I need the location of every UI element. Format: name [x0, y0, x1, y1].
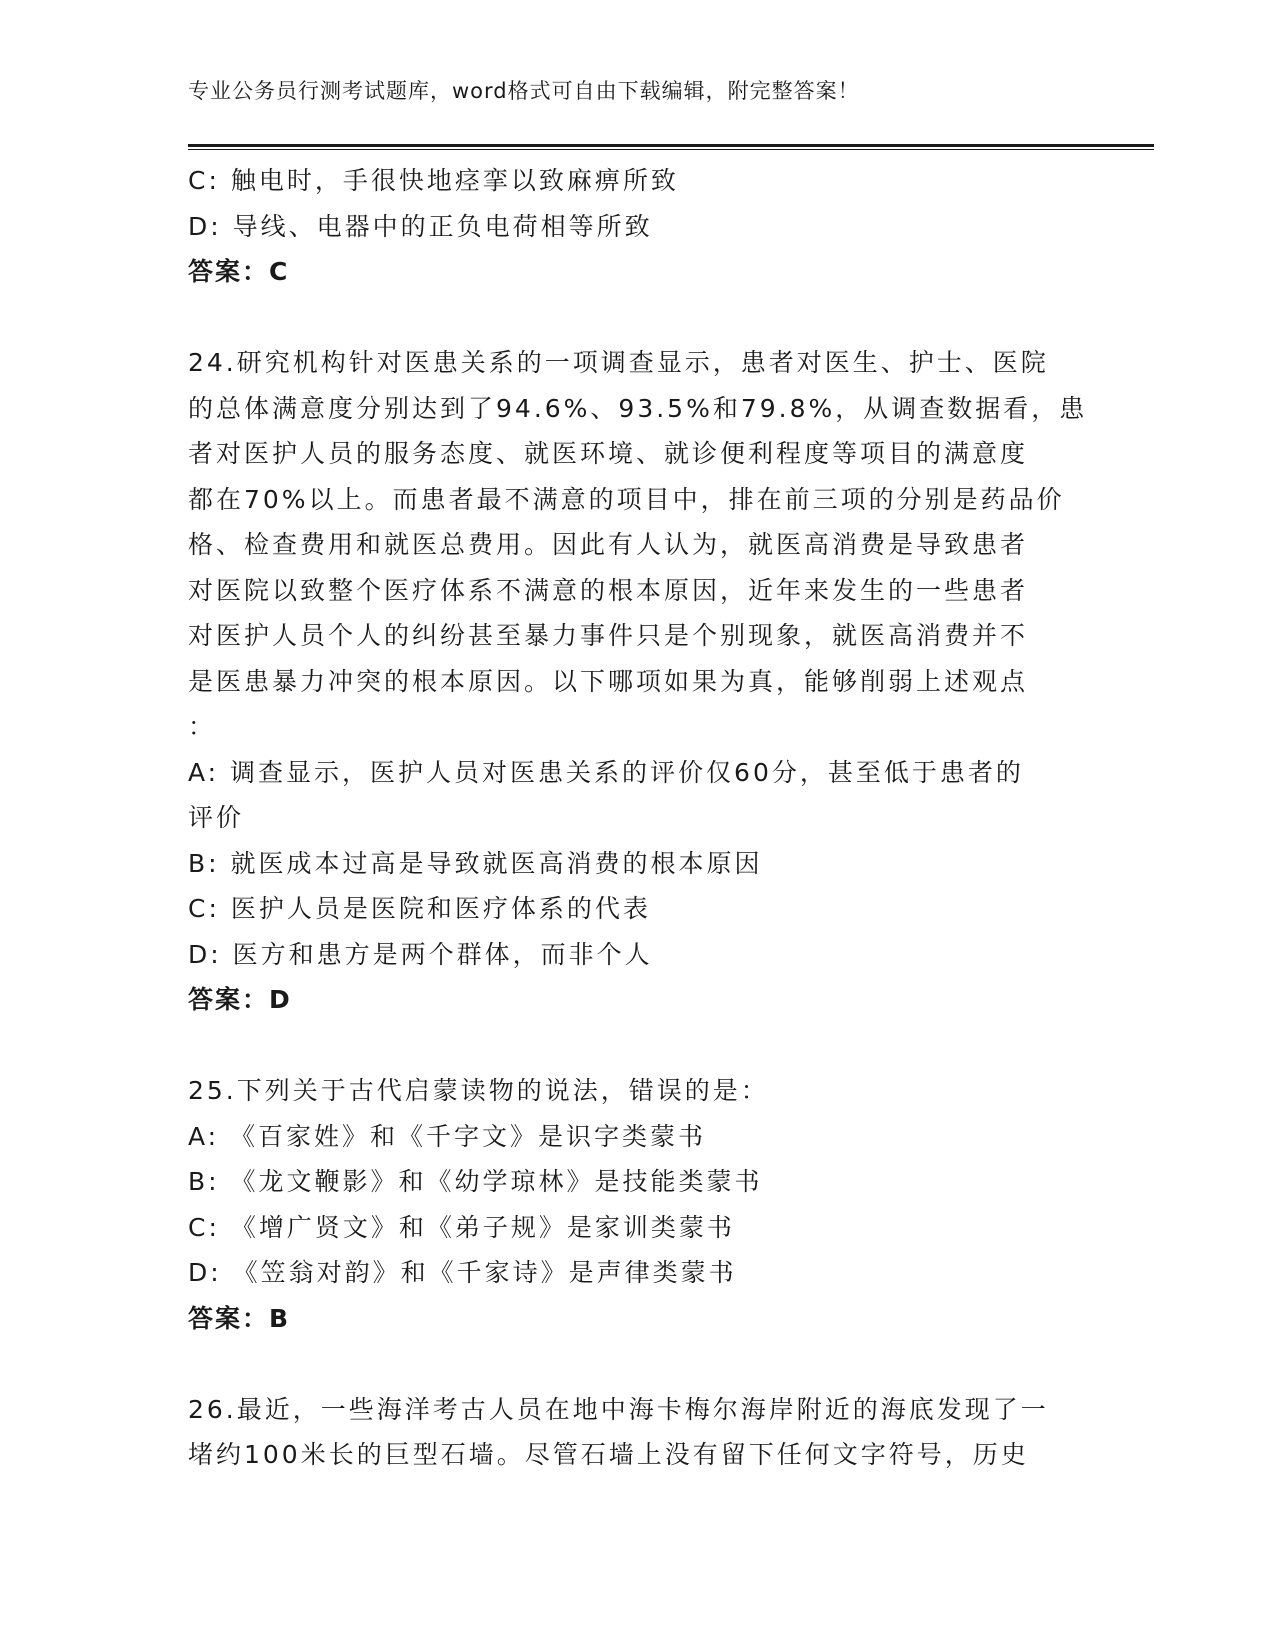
stem-line: 都在70%以上。而患者最不满意的项目中，排在前三项的分别是药品价 [188, 484, 1065, 514]
document-body [188, 158, 1088, 1478]
stem-line: 24.研究机构针对医患关系的一项调查显示，患者对医生、护士、医院 [188, 348, 1049, 377]
option-a-continued: 评价 [188, 803, 245, 832]
option-b: B: 就医成本过高是导致就医高消费的根本原因 [188, 848, 763, 878]
answer-label: 答案：D [188, 985, 292, 1014]
page-header: 专业公务员行测考试题库，word格式可自由下载编辑，附完整答案！ [188, 79, 860, 103]
header-divider [188, 144, 1154, 150]
stem-line: 堵约100米长的巨型石墙。尽管石墙上没有留下任何文字符号，历史 [188, 1440, 1029, 1469]
stem-line: 是医患暴力冲突的根本原因。以下哪项如果为真，能够削弱上述观点 [188, 666, 1029, 696]
stem-line: 格、检查费用和就医总费用。因此有人认为，就医高消费是导致患者 [188, 530, 1029, 559]
option-c: C: 《增广贤文》和《弟子规》是家训类蒙书 [188, 1212, 735, 1242]
option-d: D: 导线、电器中的正负电荷相等所致 [188, 211, 653, 241]
option-b: B: 《龙文鞭影》和《幼学琼林》是技能类蒙书 [188, 1167, 763, 1196]
question-26 [188, 1387, 1088, 1478]
spacer [188, 1341, 1088, 1387]
question-24 [188, 340, 1088, 1023]
question-stem: 25.下列关于古代启蒙读物的说法，错误的是： [188, 1076, 769, 1105]
stem-line: 对医护人员个人的纠纷甚至暴力事件只是个别现象，就医高消费并不 [188, 621, 1029, 650]
option-a: A: 《百家姓》和《千字文》是识字类蒙书 [188, 1121, 707, 1151]
stem-line: 对医院以致整个医疗体系不满意的根本原因，近年来发生的一些患者 [188, 575, 1029, 605]
stem-line: ： [188, 712, 217, 741]
stem-line: 的总体满意度分别达到了94.6%、93.5%和79.8%，从调查数据看，患 [188, 393, 1088, 423]
spacer [188, 1023, 1088, 1069]
option-d: D: 医方和患方是两个群体，而非个人 [188, 939, 653, 969]
spacer [188, 295, 1088, 341]
question-25 [188, 1068, 1088, 1341]
answer-label: 答案：B [188, 1303, 291, 1333]
option-d: D: 《笠翁对韵》和《千家诗》是声律类蒙书 [188, 1258, 737, 1287]
option-a: A: 调查显示，医护人员对医患关系的评价仅60分，甚至低于患者的 [188, 757, 1024, 787]
question-stem [188, 340, 1088, 750]
stem-line: 26.最近，一些海洋考古人员在地中海卡梅尔海岸附近的海底发现了一 [188, 1394, 1049, 1424]
stem-line: 者对医护人员的服务态度、就医环境、就诊便利程度等项目的满意度 [188, 439, 1029, 468]
question-23 [188, 158, 1088, 295]
answer-label: 答案：C [188, 257, 290, 286]
option-c: C: 医护人员是医院和医疗体系的代表 [188, 894, 651, 923]
option-c: C: 触电时，手很快地痉挛以致麻痹所致 [188, 166, 679, 195]
